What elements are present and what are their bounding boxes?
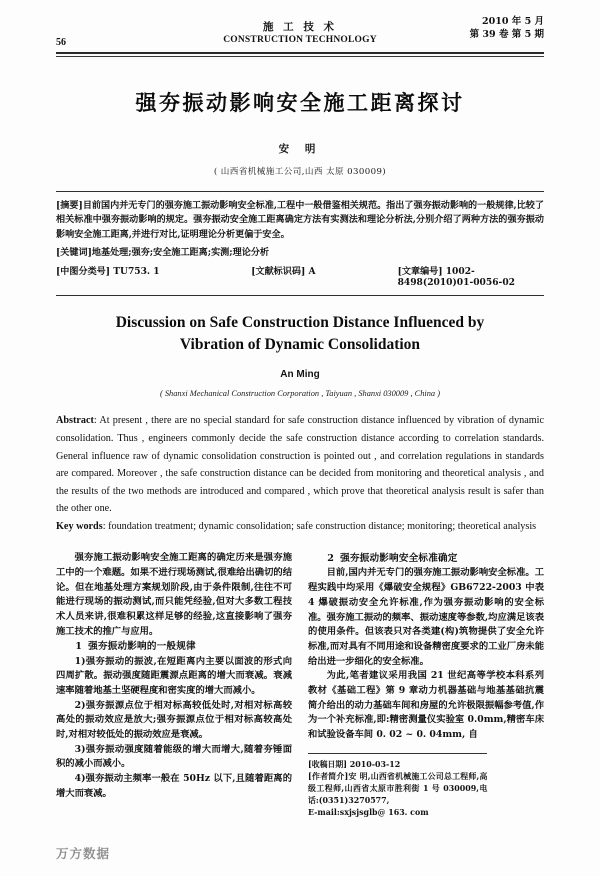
keywords-cn xyxy=(56,246,544,261)
section-heading-2 xyxy=(308,551,544,566)
list-item-2: 2)强夯振源点位于相对标高较低处时,对相对标高较高处的振动效应是放大;强夯振源点位于相对标高较高处时,对相对较低处的振动效应是衰减。 xyxy=(56,699,292,741)
body-columns xyxy=(56,551,544,818)
author-name-cn: 安 明 xyxy=(278,142,322,155)
footnote-block xyxy=(308,753,487,819)
abstract-block-cn xyxy=(56,191,544,297)
clc-value: TU753. 1 xyxy=(113,266,160,278)
abstract-label-cn: [摘要] xyxy=(56,199,83,211)
section-title-1: 强夯振动影响的一般规律 xyxy=(88,641,196,653)
database-watermark: 万方数据 xyxy=(56,846,111,861)
doc-code-label: [文献标识码] xyxy=(251,266,306,278)
abstract-en xyxy=(56,412,544,517)
issue-volume: 第 39 卷 第 5 期 xyxy=(469,28,544,40)
section-number-1: 1 xyxy=(75,641,83,653)
keywords-label-cn: [关键词] xyxy=(56,246,92,258)
running-head xyxy=(56,0,544,52)
article-title-en-line1: Discussion on Safe Construction Distance Influenced by xyxy=(115,314,485,332)
doc-code-value: A xyxy=(308,266,316,278)
article-title-en-line2: Vibration of Dynamic Consolidation xyxy=(179,336,421,354)
author-bio-value: 安 明,山西省机械施工公司总工程师,高级工程师,山西省太原市胜利街 1 号 030009,电话:(0351)3270577, xyxy=(308,771,488,805)
intro-paragraph: 强夯施工振动影响安全施工距离的确定历来是强夯施工中的一个难题。如果不进行现场测试,很难给出确切的结论。但在地基处理方案规划阶段,由于条件限制,往往不可能进行现场的振动测试,而只能凭经验,但对大多数工程技术人员来讲,很难积累这样足够的经验,这直接影响了强夯施工技术的推广与应用。 xyxy=(56,552,292,637)
keywords-text-cn: 地基处理;强夯;安全施工距离;实测;理论分析 xyxy=(91,246,270,258)
section-number-2: 2 xyxy=(327,553,335,565)
section-title-2: 强夯振动影响安全标准确定 xyxy=(340,553,458,565)
article-title-en xyxy=(56,312,544,356)
keywords-text-en: : foundation treatment; dynamic consolidation; safe construction distance; monitoring; theoretical analysis xyxy=(102,520,537,532)
author-name-en: An Ming xyxy=(280,369,320,381)
received-date-value: 2010-03-12 xyxy=(349,759,401,769)
list-item-4: 4)强夯振动主频率一般在 50Hz 以下,且随着距离的增大而衰减。 xyxy=(56,773,292,799)
author-email-line: E-mail:sxjsjsglb@ 163. com xyxy=(308,807,429,817)
author-affiliation-en: ( Shanxi Mechanical Construction Corporation , Taiyuan , Shanxi 030009 , China ) xyxy=(159,389,440,399)
journal-title-en: CONSTRUCTION TECHNOLOGY xyxy=(223,34,377,45)
body-column-right xyxy=(308,551,544,818)
clc-group xyxy=(56,264,251,288)
article-title-cn: 强夯振动影响安全施工距离探讨 xyxy=(135,89,465,115)
page-number: 56 xyxy=(56,37,66,48)
issue-date: 2010 年 5 月 xyxy=(482,16,544,27)
classification-line xyxy=(56,264,544,288)
section-heading-1 xyxy=(56,639,292,654)
author-bio-label: [作者简介] xyxy=(308,771,349,781)
author-bio-line xyxy=(308,771,487,807)
abstract-label-en: Abstract xyxy=(56,415,94,427)
abstract-cn xyxy=(56,199,544,243)
issue-info xyxy=(470,16,544,42)
section-2-paragraph-1: 目前,国内并无专门的强夯施工振动影响安全标准。工程实践中均采用《爆破安全规程》GB6722-2003 中表 4 爆破振动安全允许标准,作为强夯振动影响的安全标准。强夯施工振动的频率、振动速度等参数,均应满足该表的使用条件。但该表只对各类建(构)筑物提供了安全允许标准,而对具有不同用途和设备精密度要求的工业厂房未能给出进一步细化的安全标准。 xyxy=(308,567,544,667)
article-id-group xyxy=(398,264,544,288)
abstract-text-en: : At present , there are no special standard for safe construction distance influenced by vibration of dynamic consolidation. Thus , engineers commonly decide the safe construction distance according to correlation standards. General influence raw of dynamic consolidation construction is pointed out , and correlation regulations in standards are compared. Moreover , the safe construction distance can be decided from monitoring and theoretical analysis , and the results of the two methods are introduced and compared , which prove that theoretical analysis result is safer than the other one. xyxy=(56,415,544,515)
author-affiliation-cn: ( 山西省机械施工公司,山西 太原 030009) xyxy=(213,166,387,177)
list-item-3: 3)强夯振动强度随着能级的增大而增大,随着夯锤面积的减小而减小。 xyxy=(56,743,292,770)
keywords-label-en: Key words xyxy=(56,520,103,532)
clc-label: [中图分类号] xyxy=(56,266,111,278)
section-2-paragraph-2: 为此,笔者建议采用我国 21 世纪高等学校本科系列教材《基础工程》第 9 章动力机器基础与地基基础抗震简介给出的动力基础车间和房屋的允许极限振幅参考值,作为一个补充标准,即:精密测量仪实验室 0.0mm,精密车床和试验设备车间 0. 02 ~ 0. 04mm, 自 xyxy=(308,670,544,741)
received-date-line xyxy=(308,759,487,771)
footnote-body xyxy=(308,759,487,819)
article-id-label: [文章编号] xyxy=(397,266,443,278)
list-item-1: 1)强夯振动的振波,在短距离内主要以面波的形式向四周扩散。振动强度随距震源点距离的增大而衰减。衰减速率随着地基土坚硬程度和密实度的增大而减小。 xyxy=(56,655,292,696)
abstract-text-cn: 目前国内并无专门的强夯施工振动影响安全标准,工程中一般借鉴相关规范。指出了强夯振动影响的一般规律,比较了相关标准中强夯振动影响的规定。强夯振动安全施工距离确定方法有实测法和理论分析法,分别介绍了两种方法的强夯振动影响安全施工距离,并进行对比,证明理论分析更偏于安全。 xyxy=(56,199,544,241)
body-column-left xyxy=(56,551,292,818)
received-date-label: [收稿日期] xyxy=(308,759,348,769)
article-id-value: 1002-8498(2010)01-0056-02 xyxy=(397,266,515,289)
journal-title-cn: 施 工 技 术 xyxy=(263,21,337,33)
header-rule xyxy=(56,52,544,57)
doc-code-group xyxy=(251,264,397,288)
keywords-en xyxy=(56,518,544,536)
